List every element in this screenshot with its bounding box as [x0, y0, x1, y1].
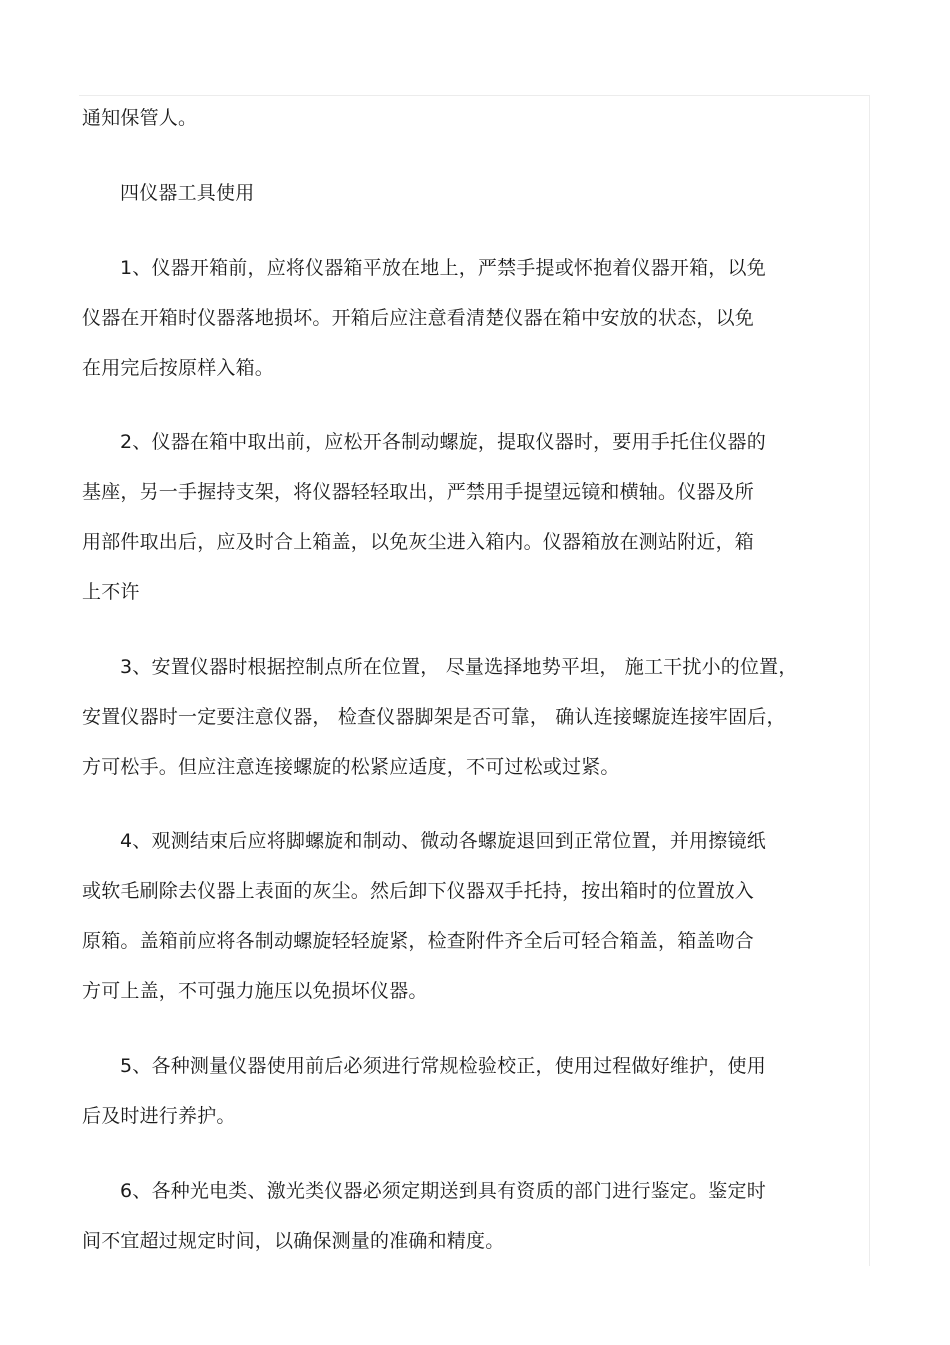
text-line: 3、安置仪器时根据控制点所在位置， 尽量选择地势平坦， 施工干扰小的位置， [120, 656, 798, 678]
text-line: 4、观测结束后应将脚螺旋和制动、微动各螺旋退回到正常位置，并用擦镜纸 [120, 830, 766, 852]
text-line: 安置仪器时一定要注意仪器， 检查仪器脚架是否可靠， 确认连接螺旋连接牢固后， [82, 706, 786, 728]
text-line: 通知保管人。 [82, 107, 198, 129]
text-line: 原箱。盖箱前应将各制动螺旋轻轻旋紧，检查附件齐全后可轻合箱盖，箱盖吻合 [82, 930, 755, 952]
text-line: 上不许 [82, 581, 140, 603]
text-line: 1、仪器开箱前，应将仪器箱平放在地上，严禁手提或怀抱着仪器开箱，以免 [120, 257, 766, 279]
text-line: 在用完后按原样入箱。 [82, 357, 275, 379]
text-line: 方可上盖，不可强力施压以免损坏仪器。 [82, 980, 428, 1002]
text-line: 用部件取出后，应及时合上箱盖，以免灰尘进入箱内。仪器箱放在测站附近，箱 [82, 531, 755, 553]
text-line: 5、各种测量仪器使用前后必须进行常规检验校正，使用过程做好维护，使用 [120, 1055, 766, 1077]
text-line: 6、各种光电类、激光类仪器必须定期送到具有资质的部门进行鉴定。鉴定时 [120, 1180, 766, 1202]
text-line: 或软毛刷除去仪器上表面的灰尘。然后卸下仪器双手托持，按出箱时的位置放入 [82, 880, 755, 902]
text-line: 间不宜超过规定时间，以确保测量的准确和精度。 [82, 1230, 505, 1252]
text-line: 后及时进行养护。 [82, 1105, 236, 1127]
text-line: 方可松手。但应注意连接螺旋的松紧应适度，不可过松或过紧。 [82, 756, 620, 778]
text-line: 仪器在开箱时仪器落地损坏。开箱后应注意看清楚仪器在箱中安放的状态，以免 [82, 307, 755, 329]
section-heading: 四仪器工具使用 [120, 182, 255, 204]
text-line: 2、仪器在箱中取出前，应松开各制动螺旋，提取仪器时，要用手托住仪器的 [120, 431, 766, 453]
text-line: 基座，另一手握持支架，将仪器轻轻取出，严禁用手提望远镜和横轴。仪器及所 [82, 481, 755, 503]
